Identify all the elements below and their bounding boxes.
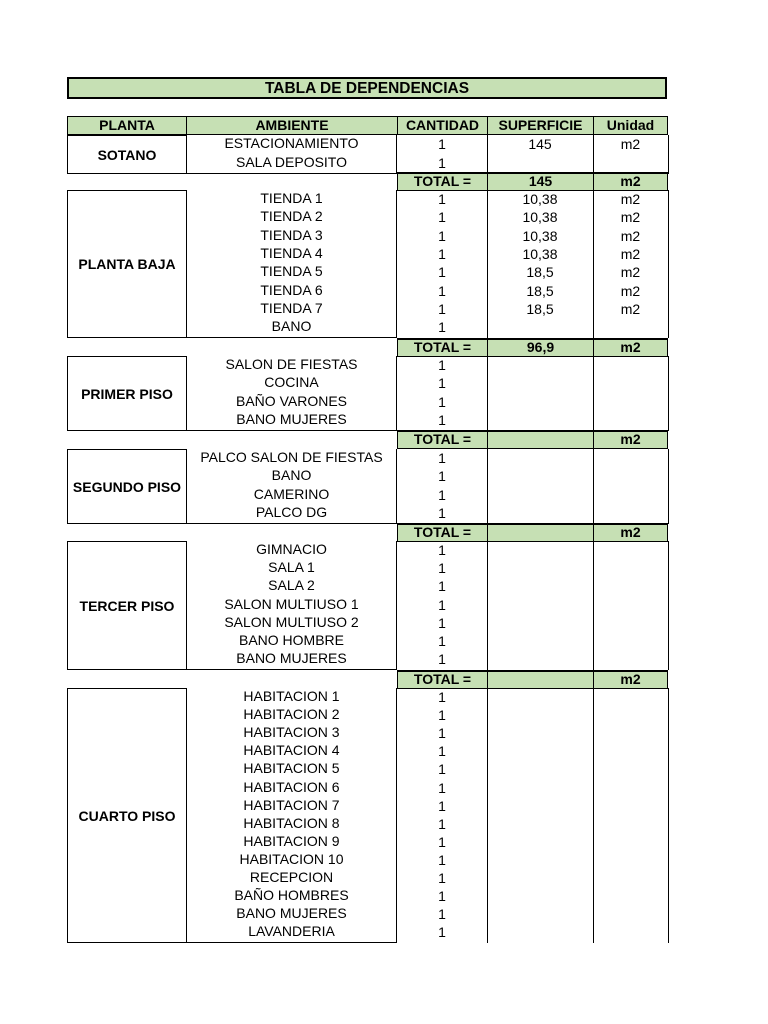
row-cantidad: 1: [438, 798, 446, 814]
row-superficie: 10,38: [522, 209, 558, 225]
row-superficie: [487, 742, 593, 760]
total-superficie: [487, 523, 594, 542]
row-cantidad: 1: [438, 542, 446, 558]
row-unidad: m2: [620, 228, 641, 244]
row-unidad: [593, 650, 668, 668]
row-ambiente: GIMNACIO: [256, 541, 327, 557]
column-divider: [668, 135, 669, 174]
column-divider: [668, 688, 669, 943]
row-cantidad: 1: [438, 468, 446, 484]
row-superficie: [487, 504, 593, 522]
row-unidad: [593, 411, 668, 429]
floor-name: CUARTO PISO: [67, 688, 187, 943]
row-unidad: [593, 815, 668, 833]
row-superficie: 18,5: [526, 283, 554, 299]
floor-name: SEGUNDO PISO: [67, 449, 187, 524]
total-unidad: m2: [593, 670, 668, 689]
row-cantidad: 1: [438, 375, 446, 391]
row-cantidad: 1: [438, 870, 446, 886]
row-cantidad: 1: [438, 761, 446, 777]
row-ambiente: TIENDA 5: [260, 263, 323, 279]
total-label: TOTAL =: [397, 670, 488, 689]
total-superficie: [487, 430, 594, 449]
row-cantidad: 1: [438, 209, 446, 225]
row-cantidad: 1: [438, 394, 446, 410]
row-ambiente: HABITACION 9: [243, 833, 340, 849]
row-ambiente: TIENDA 3: [260, 227, 323, 243]
row-ambiente: PALCO DG: [255, 504, 328, 520]
row-superficie: [487, 154, 593, 172]
row-unidad: [593, 724, 668, 742]
column-divider: [668, 449, 669, 524]
row-unidad: m2: [620, 209, 641, 225]
row-unidad: [593, 706, 668, 724]
row-ambiente: BANO: [271, 467, 312, 483]
row-ambiente: HABITACION 3: [243, 724, 340, 740]
row-unidad: [593, 154, 668, 172]
row-cantidad: 1: [438, 264, 446, 280]
row-unidad: [593, 614, 668, 632]
row-ambiente: HABITACION 2: [243, 706, 340, 722]
row-cantidad: 1: [438, 924, 446, 940]
total-unidad: m2: [593, 430, 668, 449]
row-superficie: [487, 411, 593, 429]
row-superficie: [487, 541, 593, 559]
row-unidad: m2: [620, 301, 641, 317]
row-unidad: [593, 393, 668, 411]
table-title: TABLA DE DEPENDENCIAS: [67, 77, 667, 99]
row-superficie: [487, 869, 593, 887]
row-ambiente: CAMERINO: [253, 486, 330, 502]
row-ambiente: ESTACIONAMIENTO: [224, 135, 359, 151]
header-planta: PLANTA: [67, 116, 187, 135]
row-unidad: [593, 797, 668, 815]
total-label: TOTAL =: [397, 523, 488, 542]
row-superficie: [487, 614, 593, 632]
total-superficie: 96,9: [487, 338, 594, 357]
row-ambiente: BAÑO HOMBRES: [234, 887, 349, 903]
row-cantidad: 1: [438, 689, 446, 705]
row-unidad: [593, 504, 668, 522]
row-cantidad: 1: [438, 725, 446, 741]
row-superficie: [487, 887, 593, 905]
row-ambiente: BANO: [271, 318, 312, 334]
total-superficie: [487, 670, 594, 689]
row-cantidad: 1: [438, 651, 446, 667]
total-label: TOTAL =: [397, 338, 488, 357]
row-cantidad: 1: [438, 834, 446, 850]
row-cantidad: 1: [438, 597, 446, 613]
row-superficie: [487, 688, 593, 706]
row-cantidad: 1: [438, 780, 446, 796]
row-ambiente: TIENDA 4: [260, 245, 323, 261]
row-superficie: [487, 833, 593, 851]
row-unidad: m2: [620, 246, 641, 262]
header-cantidad: CANTIDAD: [397, 116, 488, 135]
row-unidad: [593, 467, 668, 485]
row-unidad: [593, 449, 668, 467]
row-ambiente: BANO MUJERES: [236, 411, 347, 427]
row-superficie: [487, 559, 593, 577]
row-ambiente: HABITACION 10: [239, 851, 344, 867]
row-superficie: [487, 596, 593, 614]
row-cantidad: 1: [438, 906, 446, 922]
row-ambiente: BANO MUJERES: [236, 905, 347, 921]
floor-name: SOTANO: [67, 135, 187, 174]
row-superficie: 145: [528, 136, 552, 152]
row-superficie: [487, 632, 593, 650]
row-unidad: [593, 559, 668, 577]
row-ambiente: RECEPCION: [249, 869, 334, 885]
header-ambiente: AMBIENTE: [186, 116, 398, 135]
floor-name: PRIMER PISO: [67, 356, 187, 431]
total-label: TOTAL =: [397, 430, 488, 449]
row-superficie: [487, 467, 593, 485]
total-unidad: m2: [593, 523, 668, 542]
row-cantidad: 1: [438, 136, 446, 152]
row-unidad: [593, 486, 668, 504]
total-label: TOTAL =: [397, 172, 488, 191]
row-unidad: [593, 318, 668, 336]
row-ambiente: COCINA: [264, 374, 319, 390]
row-superficie: [487, 577, 593, 595]
row-ambiente: PALCO SALON DE FIESTAS: [200, 449, 383, 465]
row-cantidad: 1: [438, 450, 446, 466]
row-ambiente: HABITACION 7: [243, 797, 340, 813]
row-cantidad: 1: [438, 283, 446, 299]
row-ambiente: HABITACION 4: [243, 742, 340, 758]
row-superficie: [487, 706, 593, 724]
row-cantidad: 1: [438, 191, 446, 207]
row-ambiente: TIENDA 7: [260, 300, 323, 316]
row-ambiente: SALON MULTIUSO 2: [224, 614, 359, 630]
row-superficie: [487, 797, 593, 815]
row-ambiente: BANO MUJERES: [236, 650, 347, 666]
row-ambiente: TIENDA 2: [260, 208, 323, 224]
row-superficie: [487, 318, 593, 336]
column-divider: [668, 190, 669, 338]
row-ambiente: SALON DE FIESTAS: [225, 356, 358, 372]
row-cantidad: 1: [438, 319, 446, 335]
row-cantidad: 1: [438, 707, 446, 723]
header-superficie: SUPERFICIE: [487, 116, 594, 135]
column-divider: [668, 541, 669, 670]
row-unidad: [593, 374, 668, 392]
row-unidad: [593, 596, 668, 614]
row-cantidad: 1: [438, 155, 446, 171]
row-cantidad: 1: [438, 487, 446, 503]
row-superficie: 18,5: [526, 301, 554, 317]
row-cantidad: 1: [438, 505, 446, 521]
row-superficie: [487, 486, 593, 504]
row-unidad: [593, 779, 668, 797]
row-unidad: [593, 760, 668, 778]
row-cantidad: 1: [438, 816, 446, 832]
row-unidad: m2: [620, 191, 641, 207]
row-unidad: [593, 577, 668, 595]
row-unidad: [593, 887, 668, 905]
column-divider: [668, 356, 669, 431]
row-cantidad: 1: [438, 888, 446, 904]
row-ambiente: SALON MULTIUSO 1: [224, 596, 359, 612]
row-superficie: 10,38: [522, 228, 558, 244]
row-unidad: [593, 742, 668, 760]
row-superficie: 10,38: [522, 246, 558, 262]
row-unidad: [593, 632, 668, 650]
row-superficie: 18,5: [526, 264, 554, 280]
row-unidad: [593, 923, 668, 941]
row-ambiente: HABITACION 1: [243, 688, 340, 704]
row-ambiente: TIENDA 6: [260, 282, 323, 298]
row-superficie: [487, 724, 593, 742]
row-cantidad: 1: [438, 560, 446, 576]
row-cantidad: 1: [438, 301, 446, 317]
row-ambiente: BANO HOMBRE: [238, 632, 344, 648]
row-cantidad: 1: [438, 743, 446, 759]
row-ambiente: SALA 1: [268, 559, 315, 575]
row-superficie: [487, 449, 593, 467]
row-unidad: [593, 541, 668, 559]
row-superficie: [487, 905, 593, 923]
row-superficie: [487, 815, 593, 833]
floor-name: PLANTA BAJA: [67, 190, 187, 338]
row-superficie: [487, 356, 593, 374]
row-cantidad: 1: [438, 228, 446, 244]
row-cantidad: 1: [438, 852, 446, 868]
row-cantidad: 1: [438, 357, 446, 373]
row-unidad: m2: [620, 283, 641, 299]
row-cantidad: 1: [438, 578, 446, 594]
row-superficie: [487, 779, 593, 797]
row-unidad: m2: [620, 264, 641, 280]
row-ambiente: SALA 2: [268, 577, 315, 593]
row-superficie: [487, 923, 593, 941]
row-unidad: [593, 869, 668, 887]
row-unidad: [593, 688, 668, 706]
row-superficie: [487, 760, 593, 778]
row-ambiente: HABITACION 5: [243, 760, 340, 776]
total-unidad: m2: [593, 172, 668, 191]
row-ambiente: HABITACION 8: [243, 815, 340, 831]
row-ambiente: SALA DEPOSITO: [235, 154, 347, 170]
row-cantidad: 1: [438, 633, 446, 649]
row-ambiente: BAÑO VARONES: [236, 393, 347, 409]
row-ambiente: TIENDA 1: [260, 190, 323, 206]
row-superficie: [487, 650, 593, 668]
floor-name: TERCER PISO: [67, 541, 187, 670]
row-cantidad: 1: [438, 412, 446, 428]
row-superficie: [487, 393, 593, 411]
row-unidad: [593, 905, 668, 923]
row-cantidad: 1: [438, 246, 446, 262]
row-ambiente: HABITACION 6: [243, 779, 340, 795]
header-unidad: Unidad: [593, 116, 668, 135]
row-unidad: [593, 356, 668, 374]
total-superficie: 145: [487, 172, 594, 191]
row-unidad: m2: [620, 136, 641, 152]
row-superficie: 10,38: [522, 191, 558, 207]
row-unidad: [593, 851, 668, 869]
total-unidad: m2: [593, 338, 668, 357]
row-superficie: [487, 374, 593, 392]
row-cantidad: 1: [438, 615, 446, 631]
row-superficie: [487, 851, 593, 869]
row-ambiente: LAVANDERIA: [248, 923, 335, 939]
row-unidad: [593, 833, 668, 851]
